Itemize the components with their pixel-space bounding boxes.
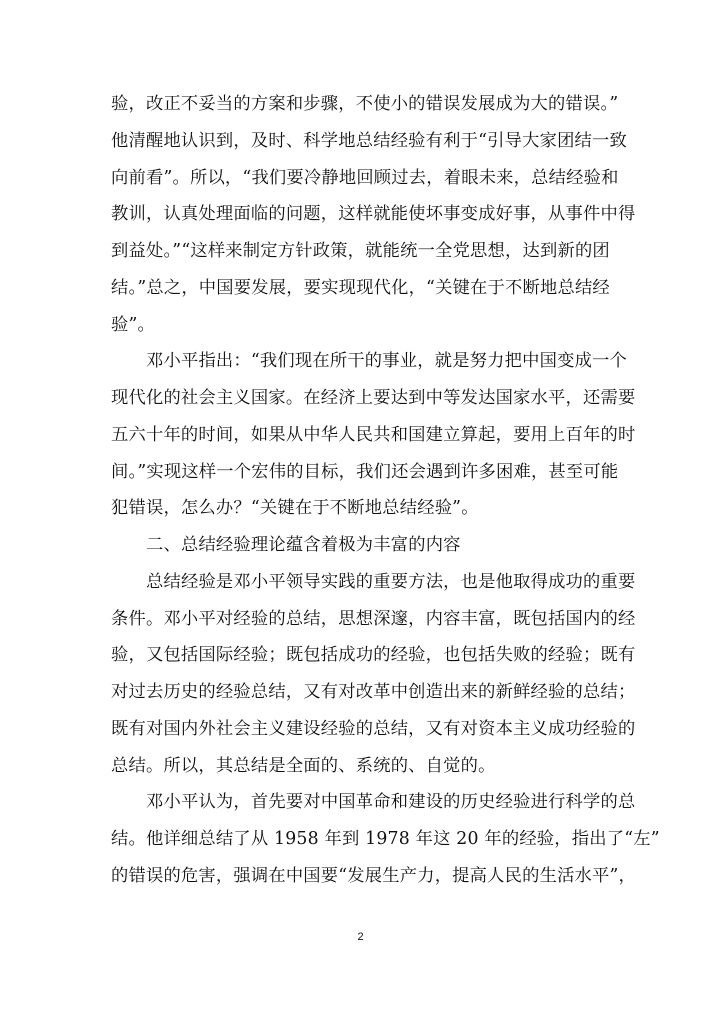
- text-line: 教训，认真处理面临的问题，这样就能使坏事变成好事，从事件中得: [111, 204, 636, 225]
- text-line: 验，又包括国际经验；既包括成功的经验，也包括失败的经验；既有: [111, 645, 636, 666]
- section-heading: 二、总结经验理论蕴含着极为丰富的内容: [146, 535, 461, 555]
- body-text: [111, 86, 660, 895]
- paragraph-start-line: 邓小平认为，首先要对中国革命和建设的历史经验进行科学的总: [146, 792, 636, 813]
- text-line: 五六十年的时间，如果从中华人民共和国建立算起，要用上百年的时: [111, 424, 636, 445]
- paragraph-start-line: 邓小平指出：“我们现在所干的事业，就是努力把中国变成一个: [146, 351, 628, 372]
- text-line: 验”。: [111, 314, 155, 335]
- text-line: 总结。所以，其总结是全面的、系统的、自觉的。: [111, 755, 496, 776]
- text-line: 结。”总之，中国要发展，要实现现代化，“关键在于不断地总结经: [111, 277, 610, 298]
- text-line: 条件。邓小平对经验的总结，思想深邃，内容丰富，既包括国内的经: [111, 608, 636, 629]
- text-line: 向前看”。所以，“我们要冷静地回顾过去，着眼未来，总结经验和: [111, 167, 619, 188]
- text-line: 验，改正不妥当的方案和步骤，不使小的错误发展成为大的错误。”: [111, 94, 619, 114]
- text-line: 既有对国内外社会主义建设经验的总结，又有对资本主义成功经验的: [111, 718, 636, 739]
- text-line: 间。”实现这样一个宏伟的目标，我们还会遇到许多困难，甚至可能: [111, 461, 619, 482]
- text-line: 的错误的危害，强调在中国要“发展生产力，提高人民的生活水平”，: [111, 865, 637, 886]
- text-line: 对过去历史的经验总结，又有对改革中创造出来的新鲜经验的总结；: [111, 682, 636, 702]
- text-line: 现代化的社会主义国家。在经济上要达到中等发达国家水平，还需要: [111, 388, 636, 408]
- page-number: 2: [357, 931, 364, 943]
- text-line: 犯错误，怎么办？“关键在于不断地总结经验”。: [111, 498, 479, 519]
- paragraph-start-line: 总结经验是邓小平领导实践的重要方法，也是他取得成功的重要: [146, 571, 636, 592]
- text-line: 到益处。”“这样来制定方针政策，就能统一全党思想，达到新的团: [111, 241, 610, 261]
- text-line: 他清醒地认识到，及时、科学地总结经验有利于“引导大家团结一致: [111, 130, 627, 151]
- text-line: 结。他详细总结了从 1958 年到 1978 年这 20 年的经验，指出了“左”: [111, 829, 660, 849]
